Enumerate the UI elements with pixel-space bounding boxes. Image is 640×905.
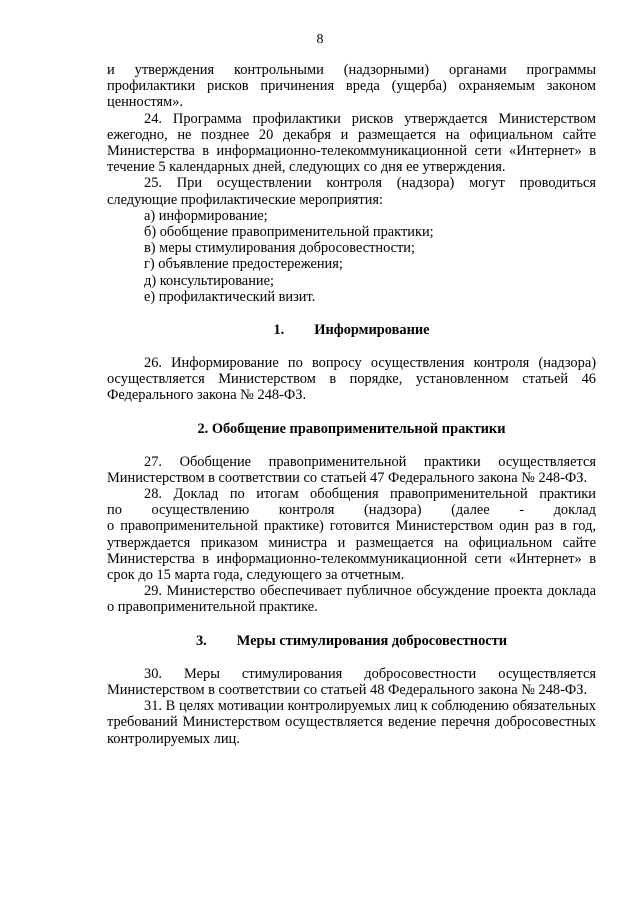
section-heading-1	[107, 321, 596, 339]
page-number: 8	[316, 32, 324, 47]
paragraph-26: 26. Информирование по вопросу осуществления контроля (надзора) осуществляется Министерством в порядке, установленном статьей 46 Федерального закона № 248-ФЗ.	[107, 355, 596, 404]
paragraph-30: 30. Меры стимулирования добросовестности осуществляется Министерством в соответствии со статьей 48 Федерального закона № 248-ФЗ.	[107, 665, 596, 698]
section-heading-3-number: 3.	[195, 632, 207, 649]
paragraph-28-line-2: по осуществлению контроля (надзора) (далее - доклад	[107, 502, 596, 519]
paragraph-31: 31. В целях мотивации контролируемых лиц к соблюдению обязательных требований Министерством осуществляется ведение перечня добросовестных контролируемых лиц.	[107, 698, 596, 747]
list-item: в) меры стимулирования добросовестности;	[144, 240, 416, 257]
list-item: а) информирование;	[144, 207, 268, 224]
section-heading-3-title: Меры стимулирования добросовестности	[236, 632, 508, 649]
paragraph-29: 29. Министерство обеспечивает публичное обсуждение проекта доклада о правоприменительной практике.	[107, 583, 596, 616]
paragraph-28-line-1: 28. Доклад по итогам обобщения правоприменительной практики	[144, 486, 596, 503]
paragraph-27: 27. Обобщение правоприменительной практики осуществляется Министерством в соответствии со статьей 47 Федерального закона № 248-ФЗ.	[107, 453, 596, 486]
paragraph-23-continuation: и утверждения контрольными (надзорными) органами программы профилактики рисков причинения вреда (ущерба) охраняемым законом ценностям».	[107, 62, 596, 111]
paragraph-24: 24. Программа профилактики рисков утверждается Министерством ежегодно, не позднее 20 декабря и размещается на официальном сайте Министерства в информационно-телекоммуникационной сети «Интернет» в течение 5 календарных дней, следующих со дня ее утверждения.	[107, 110, 596, 176]
section-heading-1-title: Информирование	[314, 322, 430, 339]
section-heading-1-number: 1.	[273, 322, 285, 339]
list-item: д) консультирование;	[144, 272, 274, 289]
list-item: б) обобщение правоприменительной практики;	[144, 224, 434, 241]
list-item: е) профилактический визит.	[144, 288, 316, 305]
paragraph-28-rest: о правоприменительной практике) готовится Министерством один раз в год, утверждается приказом министра и размещается на официальном сайте Министерства в информационно-телекоммуникационной сети «Интернет» в срок до 15 марта года, следующего за отчетным.	[107, 518, 596, 584]
paragraph-25: 25. При осуществлении контроля (надзора) могут проводиться следующие профилактические мероприятия:	[107, 175, 596, 208]
section-heading-3	[107, 632, 596, 650]
section-heading-2: 2. Обобщение правоприменительной практики	[197, 420, 506, 437]
list-item: г) объявление предостережения;	[144, 256, 343, 273]
preventive-measures-list	[107, 208, 596, 305]
document-body	[107, 62, 596, 747]
